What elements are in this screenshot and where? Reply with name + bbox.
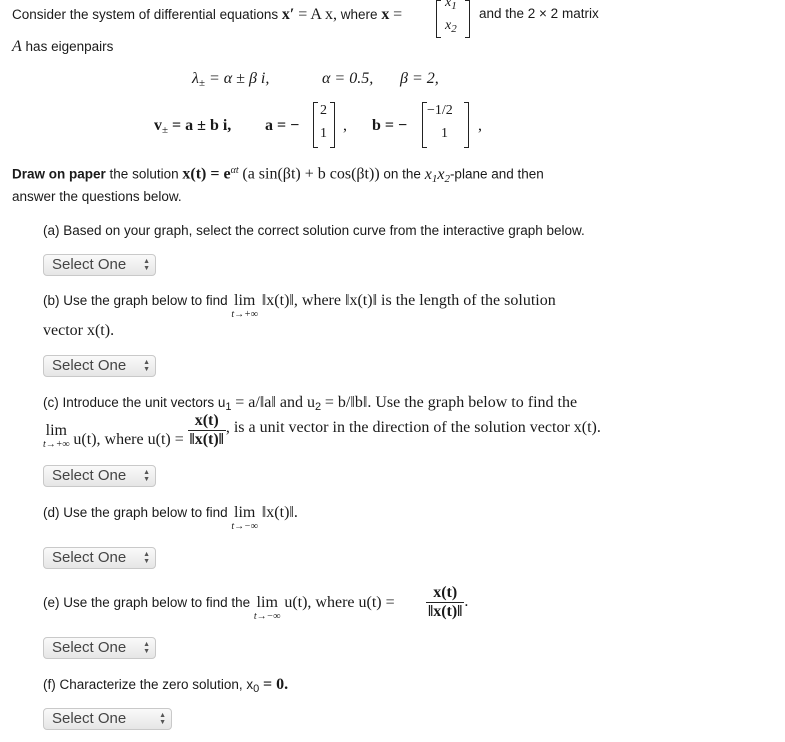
e-fraction: $\frac{x(t)}{‖x(t)‖}$ . [428, 584, 469, 620]
question-f-post: = 0. [262, 676, 289, 693]
solution-formula-2: (a sin(βt) + b cos(βt)) [242, 165, 380, 183]
question-c-line-1: (c) Introduce the unit vectors $u_1$ = a/‖a‖ and $u_2$ = b/‖b‖. Use the graph below to find the [43, 394, 578, 413]
lambda-symbol: λ [192, 70, 199, 87]
select-c-label: Select One [52, 467, 127, 484]
question-a: (a) Based on your graph, select the correct solution curve from the interactive graph below. [43, 223, 585, 238]
select-b-label: Select One [52, 357, 127, 374]
question-c-mid: = a/‖a‖ and u [235, 394, 315, 411]
alpha-value: α = 0.5, [322, 70, 374, 87]
question-c-line2-mid: u(t), where u(t) = [73, 431, 184, 449]
eigenvector-line [154, 117, 231, 136]
select-a-label: Select One [52, 256, 127, 273]
eigenvalue-line [192, 70, 269, 89]
vector-x2: $x_2$ [445, 18, 457, 35]
draw-text: the solution [109, 166, 179, 182]
equals-sign: = [393, 6, 403, 23]
question-d [43, 504, 298, 532]
select-e[interactable] [43, 637, 156, 659]
lambda-rhs: = α ± β i, [208, 70, 270, 87]
eigenpairs-text: has eigenpairs [25, 39, 114, 54]
vector-x1: $x_1$ [445, 0, 457, 12]
question-e [43, 594, 395, 622]
plane-symbol: $x_1x_2$ [424, 165, 450, 185]
updown-arrow-icon: ▲ ▼ [143, 469, 150, 483]
question-d-pre: (d) Use the graph below to find [43, 505, 228, 520]
a-left-bracket [313, 102, 318, 148]
question-e-post: u(t), where u(t) = [284, 594, 395, 611]
v-symbol: v [154, 117, 162, 134]
b-label: b = − [372, 117, 408, 134]
select-b[interactable] [43, 355, 156, 377]
a-right-bracket [330, 102, 335, 148]
vector-left-bracket [436, 0, 441, 38]
select-f-label: Select One [52, 710, 127, 727]
question-c-line-2 [43, 412, 601, 449]
updown-arrow-icon: ▲ ▼ [143, 641, 150, 655]
updown-arrow-icon: ▲ ▼ [159, 712, 166, 726]
v-rhs: = a ± b i, [172, 117, 232, 134]
updown-arrow-icon: ▲ ▼ [143, 359, 150, 373]
intro-line-1-post: and the 2 × 2 matrix [479, 6, 599, 21]
v-sub: ± [162, 124, 169, 136]
updown-arrow-icon: ▲ ▼ [143, 551, 150, 565]
limit-e: lim t→−∞ [253, 594, 281, 622]
question-c-end: = b/‖b‖. Use the graph below to find the [324, 394, 578, 411]
select-d[interactable] [43, 547, 156, 569]
question-f [43, 676, 288, 695]
limit-b: lim t→+∞ [231, 292, 259, 320]
b-top: −1/2 [427, 103, 453, 118]
question-b-line-2 [43, 322, 114, 340]
question-f-text: (f) Characterize the zero solution, x [43, 677, 254, 692]
x-prime-symbol: x′ [281, 6, 295, 23]
a-top: 2 [320, 103, 327, 118]
solution-formula: x(t) = e [182, 165, 231, 183]
question-d-post: ‖x(t)‖. [261, 504, 298, 521]
question-c-pre: (c) Introduce the unit vectors u [43, 395, 226, 410]
x-symbol: x [381, 6, 390, 23]
a-comma: , [343, 117, 347, 134]
plane-rest: -plane and then [449, 166, 544, 182]
question-b-line2-text: vector x(t). [43, 322, 115, 339]
eq-ax: = A x, [298, 6, 337, 23]
limit-d: lim t→−∞ [231, 504, 259, 532]
question-b-pre: (b) Use the graph below to find [43, 293, 228, 308]
draw-bold: Draw on paper [12, 166, 106, 182]
updown-arrow-icon: ▲ ▼ [143, 258, 150, 272]
draw-line-2: answer the questions below. [12, 189, 182, 204]
b-comma: , [478, 117, 482, 134]
select-c[interactable] [43, 465, 156, 487]
select-e-label: Select One [52, 639, 127, 656]
b-right-bracket [464, 102, 469, 148]
question-f-sub: 0 [253, 683, 260, 695]
a-label: a = − [265, 117, 300, 134]
select-a[interactable] [43, 254, 156, 276]
question-c-line2-end: , is a unit vector in the direction of the solution vector x(t). [225, 419, 601, 437]
intro-text: Consider the system of differential equations [12, 7, 279, 22]
b-bot: 1 [441, 126, 448, 141]
vector-right-bracket [465, 0, 470, 38]
beta-value: β = 2, [400, 70, 439, 87]
unit-vector-fraction: $\frac{x(t)}{‖x(t)‖}$ [189, 412, 224, 448]
select-d-label: Select One [52, 549, 127, 566]
intro-line-2 [12, 38, 113, 56]
draw-line-1 [12, 165, 544, 185]
question-b-line-1 [43, 292, 556, 320]
limit-c: lim t→+∞ [43, 422, 70, 450]
select-f[interactable] [43, 708, 172, 730]
lambda-sub: ± [198, 77, 205, 89]
question-e-pre: (e) Use the graph below to find the [43, 595, 251, 610]
intro-line-1 [12, 6, 402, 24]
draw-text-2: on the [383, 166, 421, 182]
where-text: where [340, 7, 378, 22]
exponent: αt [230, 165, 239, 176]
question-b-mid: ‖x(t)‖, where ‖x(t)‖ is the length of the solution [261, 292, 556, 309]
matrix-a-symbol: A [12, 38, 22, 55]
a-bot: 1 [320, 126, 327, 141]
